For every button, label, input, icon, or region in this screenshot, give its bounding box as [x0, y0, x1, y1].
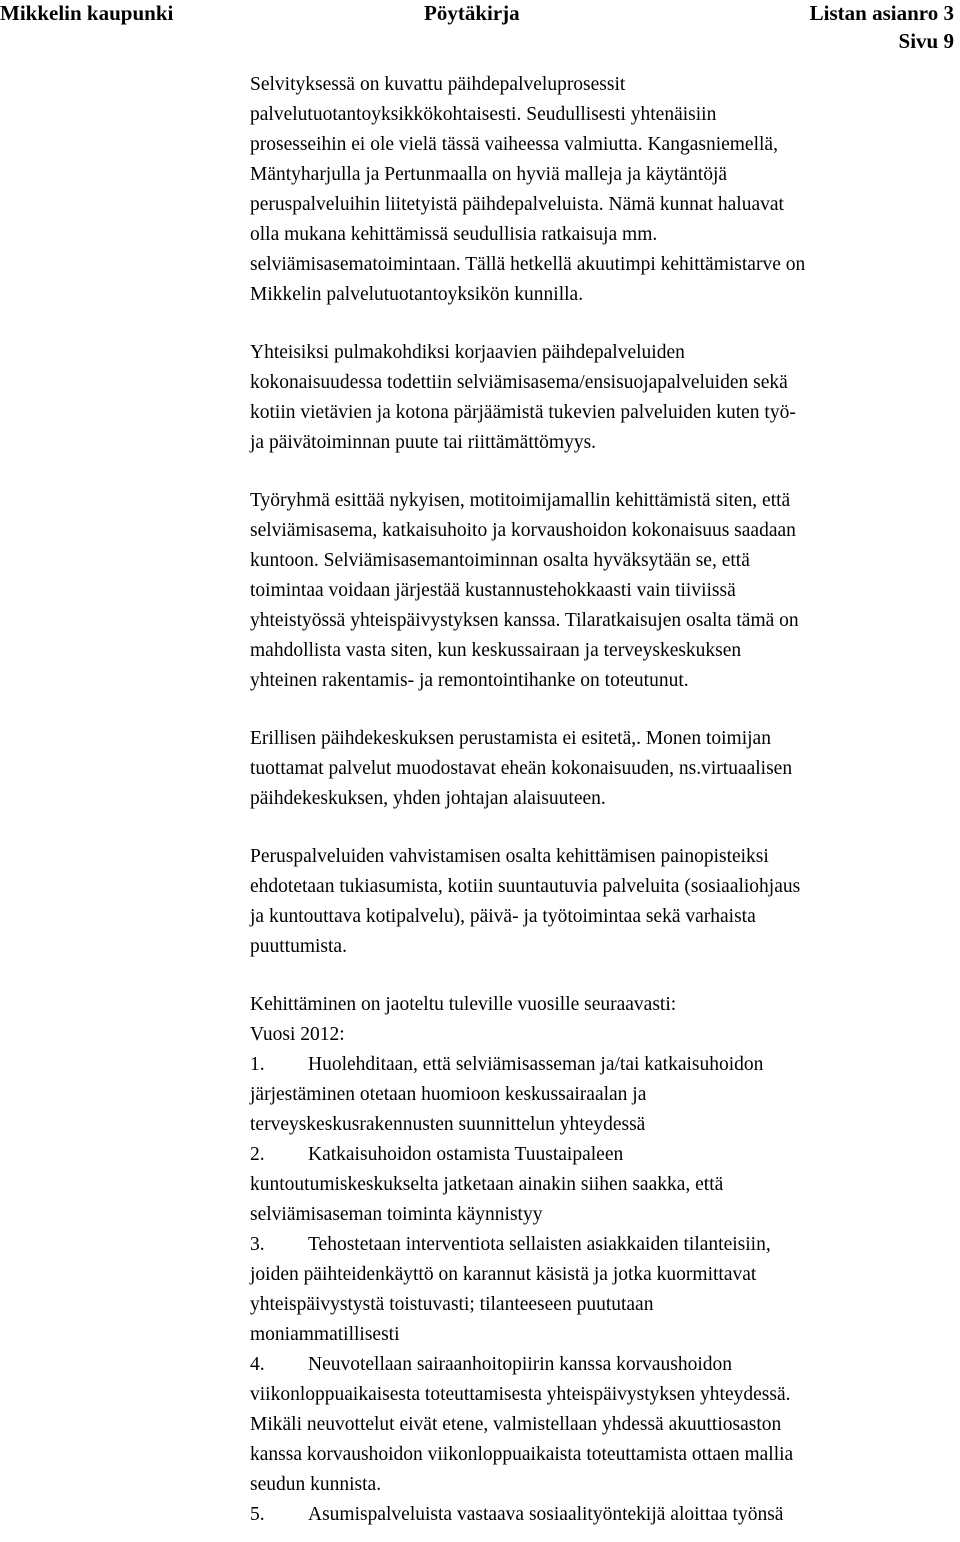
paragraph	[250, 70, 960, 310]
plan-item-first-line	[250, 1140, 960, 1170]
text-line: moniammatillisesti	[250, 1324, 400, 1345]
plan-item-number: 2.	[250, 1144, 265, 1165]
text-line: toimintaa voidaan järjestää kustannustehokkaasti vain tiiviissä	[250, 580, 736, 601]
plan-item-number: 4.	[250, 1354, 265, 1375]
plan-item	[250, 1140, 960, 1230]
text-line: puuttumista.	[250, 936, 347, 957]
text-line: yhteistyössä yhteispäivystyksen kanssa. Tilaratkaisujen osalta tämä on	[250, 610, 799, 631]
text-line: Peruspalveluiden vahvistamisen osalta kehittämisen painopisteiksi	[250, 846, 769, 867]
paragraph	[250, 486, 960, 696]
text-line: Erillisen päihdekeskuksen perustamista ei esitetä,. Monen toimijan	[250, 728, 771, 749]
header-organization: Mikkelin kaupunki	[0, 1, 174, 25]
text-line: seudun kunnista.	[250, 1474, 382, 1495]
text-line: kuntoon. Selviämisasemantoiminnan osalta hyväksytään se, että	[250, 550, 750, 571]
plan-item	[250, 1500, 960, 1530]
text-line: Mäntyharjulla ja Pertunmaalla on hyviä malleja ja käytäntöjä	[250, 164, 728, 185]
development-plan	[250, 990, 960, 1530]
plan-intro: Kehittäminen on jaoteltu tuleville vuosille seuraavasti:	[250, 994, 677, 1015]
plan-item-text: Neuvotellaan sairaanhoitopiirin kanssa korvaushoidon	[308, 1354, 733, 1375]
text-line: Selvityksessä on kuvattu päihdepalveluprosessit	[250, 74, 626, 95]
text-line: prosesseihin ei ole vielä tässä vaiheessa valmiutta. Kangasniemellä,	[250, 134, 778, 155]
plan-item-first-line	[250, 1230, 960, 1260]
text-line: mahdollista vasta siten, kun keskussairaan ja terveyskeskuksen	[250, 640, 742, 661]
header-list-item: Listan asianro 3	[809, 1, 954, 25]
plan-item-first-line	[250, 1050, 960, 1080]
plan-item	[250, 1050, 960, 1140]
text-line: yhteispäivystystä toistuvasti; tilanteeseen puututaan	[250, 1294, 654, 1315]
plan-item-text: Katkaisuhoidon ostamista Tuustaipaleen	[308, 1144, 624, 1165]
plan-item-first-line	[250, 1350, 960, 1380]
text-line: kokonaisuudessa todettiin selviämisasema/ensisuojapalveluiden sekä	[250, 372, 788, 393]
text-line: ja päivätoiminnan puute tai riittämättömyys.	[250, 432, 597, 453]
text-line: ehdotetaan tukiasumista, kotiin suuntautuvia palveluita (sosiaaliohjaus	[250, 876, 801, 897]
text-line: päihdekeskuksen, yhden johtajan alaisuuteen.	[250, 788, 606, 809]
text-line: terveyskeskusrakennusten suunnittelun yhteydessä	[250, 1114, 646, 1135]
paragraph	[250, 338, 960, 458]
plan-item-number: 1.	[250, 1054, 265, 1075]
header-page-number: Sivu 9	[898, 29, 954, 53]
text-line: peruspalveluihin liitetyistä päihdepalveluista. Nämä kunnat haluavat	[250, 194, 784, 215]
text-line: kotiin vietävien ja kotona pärjäämistä tukevien palveluiden kuten työ-	[250, 402, 796, 423]
text-line: olla mukana kehittämissä seudullisia ratkaisuja mm.	[250, 224, 658, 245]
text-line: kuntoutumiskeskukselta jatketaan ainakin siihen saakka, että	[250, 1174, 724, 1195]
plan-item-number: 5.	[250, 1504, 265, 1525]
text-line: Työryhmä esittää nykyisen, motitoimijamallin kehittämistä siten, että	[250, 490, 791, 511]
text-line: Mikäli neuvottelut eivät etene, valmistellaan yhdessä akuuttiosaston	[250, 1414, 782, 1435]
plan-item-text: Huolehditaan, että selviämisasseman ja/tai katkaisuhoidon	[308, 1054, 764, 1075]
paragraph	[250, 724, 960, 814]
text-line: palvelutuotantoyksikkökohtaisesti. Seudullisesti yhtenäisiin	[250, 104, 717, 125]
text-line: yhteinen rakentamis- ja remontointihanke on toteutunut.	[250, 670, 689, 691]
plan-year: Vuosi 2012:	[250, 1024, 345, 1045]
header-document-type: Pöytäkirja	[424, 1, 520, 25]
plan-item-text: Asumispalveluista vastaava sosiaalityöntekijä aloittaa työnsä	[308, 1504, 784, 1525]
plan-item-text: Tehostetaan interventiota sellaisten asiakkaiden tilanteisiin,	[308, 1234, 771, 1255]
text-line: viikonloppuaikaisesta toteuttamisesta yhteispäivystyksen yhteydessä.	[250, 1384, 791, 1405]
plan-item-first-line	[250, 1500, 960, 1530]
text-line: ja kuntouttava kotipalvelu), päivä- ja työtoimintaa sekä varhaista	[250, 906, 756, 927]
plan-item	[250, 1230, 960, 1350]
text-line: joiden päihteidenkäyttö on karannut käsistä ja jotka kuormittavat	[250, 1264, 757, 1285]
text-line: järjestäminen otetaan huomioon keskussairaalan ja	[250, 1084, 647, 1105]
text-line: selviämisasema, katkaisuhoito ja korvaushoidon kokonaisuus saadaan	[250, 520, 796, 541]
text-line: selviämisaseman toiminta käynnistyy	[250, 1204, 543, 1225]
text-line: kanssa korvaushoidon viikonloppuaikaista toteuttamista ottaen mallia	[250, 1444, 794, 1465]
paragraph	[250, 842, 960, 962]
text-line: Yhteisiksi pulmakohdiksi korjaavien päihdepalveluiden	[250, 342, 685, 363]
text-line: tuottamat palvelut muodostavat eheän kokonaisuuden, ns.virtuaalisen	[250, 758, 793, 779]
plan-item	[250, 1350, 960, 1500]
text-line: Mikkelin palvelutuotantoyksikön kunnilla.	[250, 284, 584, 305]
document-body	[250, 70, 960, 1530]
page-header	[0, 0, 960, 60]
plan-item-number: 3.	[250, 1234, 265, 1255]
text-line: selviämisasematoimintaan. Tällä hetkellä akuutimpi kehittämistarve on	[250, 254, 806, 275]
